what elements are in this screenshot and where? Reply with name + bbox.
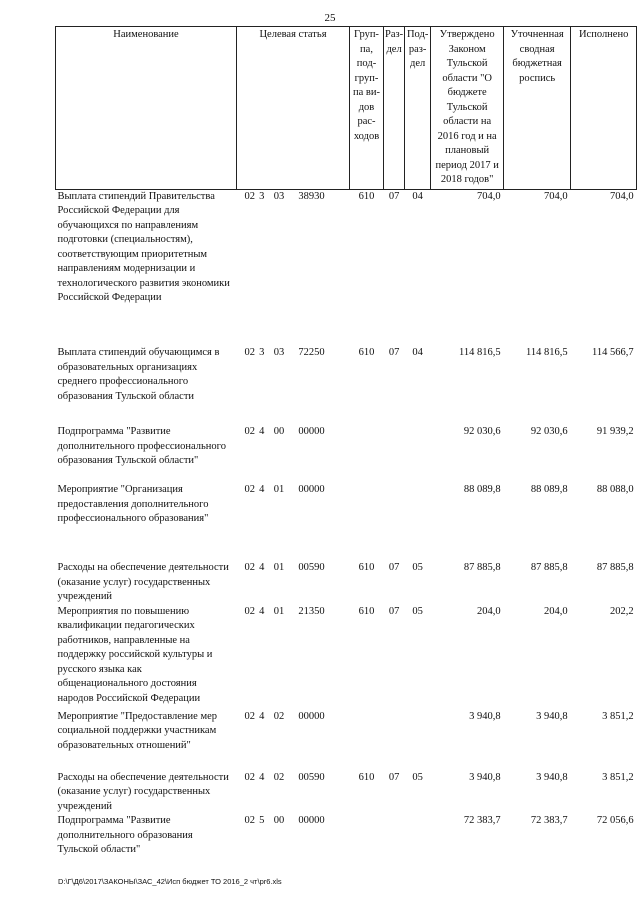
table-row — [56, 710, 637, 771]
row-group: 610 — [358, 771, 375, 783]
row-name: Мероприятие "Предоставление мер социальной поддержки участникам образовательных отношений" — [57, 710, 217, 751]
target-code-part: 5 — [259, 815, 265, 826]
row-section — [384, 483, 405, 561]
row-approved: 114 816,5 — [459, 347, 501, 358]
row-executed: 114 566,7 — [592, 347, 634, 358]
row-approved: 88 089,8 — [463, 484, 501, 495]
row-clarified: 3 940,8 — [536, 771, 568, 783]
row-group: 610 — [358, 190, 375, 202]
row-section: 07 — [388, 190, 400, 202]
target-code-part: 4 — [259, 605, 265, 617]
row-target-code — [237, 561, 350, 605]
row-group — [350, 710, 384, 771]
row-name: Расходы на обеспечение деятельности (оказание услуг) государственных учреждений — [57, 562, 229, 602]
row-target-code — [237, 425, 350, 483]
target-code-part: 00590 — [298, 562, 325, 573]
row-executed: 3 851,2 — [602, 771, 634, 783]
target-code-part: 00 — [273, 815, 285, 826]
row-group — [350, 814, 384, 869]
row-subsection: 04 — [412, 190, 423, 202]
target-code-part: 03 — [273, 347, 285, 358]
target-code-part: 01 — [273, 484, 285, 495]
target-code-part: 02 — [244, 771, 255, 783]
row-section: 07 — [388, 605, 400, 617]
row-clarified: 87 885,8 — [530, 562, 568, 573]
header-executed: Исполнено — [571, 27, 637, 190]
row-clarified: 88 089,8 — [530, 484, 568, 495]
target-code-part: 4 — [259, 562, 265, 573]
target-code-part: 02 — [244, 190, 255, 202]
target-code-part: 02 — [273, 710, 285, 722]
row-subsection: 05 — [412, 562, 423, 573]
row-section — [384, 814, 405, 869]
target-code-part: 01 — [273, 562, 285, 573]
table-row — [56, 605, 637, 710]
table-row — [56, 189, 637, 346]
table-row — [56, 814, 637, 869]
target-code-part: 02 — [273, 771, 285, 783]
footer-file-path: D:\Г\Д6\2017\ЗАКОНЫ\ЗАС_42\Исп бюджет ТО 2016_2 чт\pr6.xls — [58, 877, 282, 886]
table-row — [56, 483, 637, 561]
row-subsection: 05 — [412, 771, 423, 783]
row-section: 07 — [388, 771, 400, 783]
table-row — [56, 425, 637, 483]
header-target: Целевая статья — [237, 27, 350, 190]
target-code-part: 02 — [244, 815, 255, 826]
row-section — [384, 425, 405, 483]
table-body — [56, 189, 637, 869]
header-approved: Утверждено Законом Тульской области "О бюджете Тульской области на 2016 год и на плановый период 2017 и 2018 годов" — [431, 27, 504, 190]
row-approved: 704,0 — [477, 190, 501, 202]
row-executed: 72 056,6 — [596, 815, 634, 826]
target-code-part: 00000 — [298, 426, 325, 437]
row-target-code — [237, 771, 350, 815]
target-code-part: 03 — [273, 190, 285, 202]
table-row — [56, 346, 637, 425]
row-executed: 704,0 — [610, 190, 634, 202]
row-subsection: 04 — [412, 347, 423, 358]
target-code-part: 02 — [244, 347, 255, 358]
row-subsection: 05 — [412, 605, 423, 617]
row-name: Расходы на обеспечение деятельности (оказание услуг) государственных учреждений — [57, 771, 229, 812]
row-executed: 202,2 — [610, 605, 634, 617]
target-code-part: 38930 — [298, 190, 325, 202]
target-code-part: 00000 — [298, 484, 325, 495]
row-name: Мероприятие "Организация предоставления дополнительного профессионального образования" — [57, 484, 209, 524]
target-code-part: 00000 — [298, 815, 325, 826]
row-approved: 3 940,8 — [469, 710, 501, 722]
row-group: 610 — [358, 562, 375, 573]
row-target-code — [237, 346, 350, 425]
row-target-code — [237, 710, 350, 771]
target-code-part: 72250 — [298, 347, 325, 358]
row-target-code — [237, 189, 350, 346]
target-code-part: 01 — [273, 605, 285, 617]
target-code-part: 02 — [244, 484, 255, 495]
row-target-code — [237, 483, 350, 561]
table-row — [56, 771, 637, 815]
row-name: Подпрограмма "Развитие дополнительного профессионального образования Тульской области" — [57, 426, 226, 466]
header-group: Груп-па, под-груп-па ви-дов рас-ходов — [350, 27, 384, 190]
target-code-part: 4 — [259, 710, 265, 722]
row-clarified: 204,0 — [544, 605, 568, 617]
row-target-code — [237, 814, 350, 869]
table-row — [56, 561, 637, 605]
row-group — [350, 425, 384, 483]
row-approved: 204,0 — [477, 605, 501, 617]
target-code-part: 00590 — [298, 771, 325, 783]
row-clarified: 92 030,6 — [530, 426, 568, 437]
target-code-part: 02 — [244, 605, 255, 617]
target-code-part: 00000 — [298, 710, 325, 722]
row-clarified: 704,0 — [544, 190, 568, 202]
row-clarified: 114 816,5 — [526, 347, 568, 358]
target-code-part: 02 — [244, 426, 255, 437]
row-name: Мероприятия по повышению квалификации педагогических работников, направленные на поддержку российской культуры и русского языка как общенационального достояния народов Российской Федерации — [57, 605, 213, 704]
row-group: 610 — [358, 605, 375, 617]
row-executed: 87 885,8 — [596, 562, 634, 573]
row-approved: 87 885,8 — [463, 562, 501, 573]
target-code-part: 21350 — [298, 605, 325, 617]
target-code-part: 3 — [259, 347, 265, 358]
row-target-code — [237, 605, 350, 710]
row-subsection — [405, 814, 431, 869]
row-clarified: 72 383,7 — [530, 815, 568, 826]
table-header-row — [56, 27, 637, 190]
row-subsection — [405, 710, 431, 771]
target-code-part: 02 — [244, 710, 255, 722]
row-clarified: 3 940,8 — [536, 710, 568, 722]
row-subsection — [405, 483, 431, 561]
row-name: Выплата стипендий Правительства Российской Федерации для обучающихся по направлениям подготовки (специальностям), соответствующим приоритетным направлениям модернизации и технологического развития экономики Российской Федерации — [57, 190, 230, 303]
target-code-part: 3 — [259, 190, 265, 202]
row-executed: 88 088,0 — [596, 484, 634, 495]
row-section: 07 — [388, 562, 400, 573]
row-executed: 91 939,2 — [596, 426, 634, 437]
row-section — [384, 710, 405, 771]
row-name: Подпрограмма "Развитие дополнительного образования Тульской области" — [57, 815, 193, 855]
header-section: Раз-дел — [384, 27, 405, 190]
row-subsection — [405, 425, 431, 483]
row-group — [350, 483, 384, 561]
row-approved: 72 383,7 — [463, 815, 501, 826]
budget-table — [55, 26, 637, 869]
target-code-part: 4 — [259, 484, 265, 495]
header-name: Наименование — [56, 27, 237, 190]
page-number: 25 — [324, 12, 336, 24]
target-code-part: 4 — [259, 426, 265, 437]
row-group: 610 — [358, 347, 375, 358]
target-code-part: 02 — [244, 562, 255, 573]
row-approved: 92 030,6 — [463, 426, 501, 437]
target-code-part: 00 — [273, 426, 285, 437]
row-approved: 3 940,8 — [469, 771, 501, 783]
row-name: Выплата стипендий обучающимся в образовательных организациях среднего профессионального образования Тульской области — [57, 347, 220, 402]
target-code-part: 4 — [259, 771, 265, 783]
header-subsection: Под-раз-дел — [405, 27, 431, 190]
header-clarified: Уточненная сводная бюджетная роспись — [504, 27, 571, 190]
row-section: 07 — [388, 347, 400, 358]
row-executed: 3 851,2 — [602, 710, 634, 722]
